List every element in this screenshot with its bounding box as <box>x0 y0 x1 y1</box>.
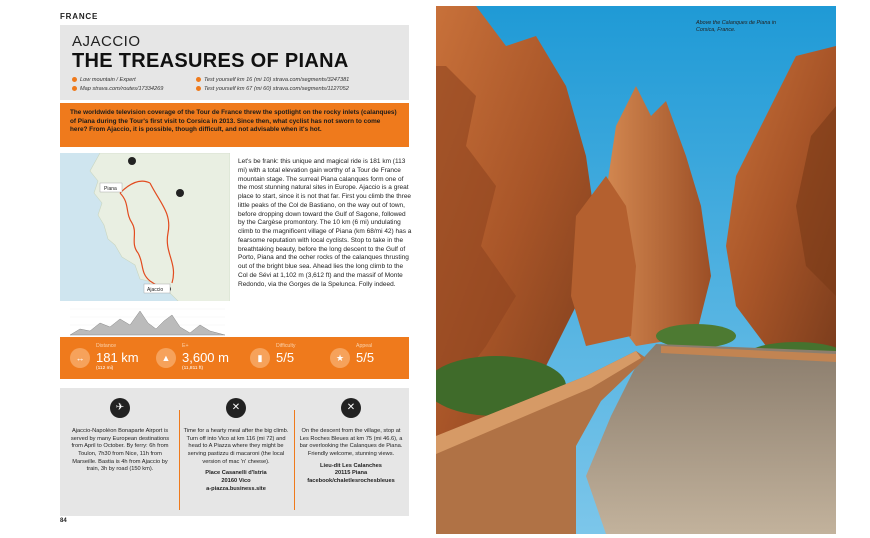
info-restaurant <box>182 398 290 494</box>
whistle-icon: ✈ <box>110 398 130 418</box>
map-label-ajaccio: Ajaccio <box>147 287 164 293</box>
stat-appeal <box>330 337 400 379</box>
difficulty-icon: ▮ <box>250 348 270 368</box>
bar-link[interactable]: facebook/chaletlesrochesbleues <box>307 478 395 485</box>
info-getting-there <box>66 398 174 474</box>
star-icon: ★ <box>330 348 350 368</box>
info-address: Place Casanelli d'Istria 20160 Vico a-piazza.business.site <box>182 470 290 493</box>
bullet-icon <box>72 86 77 91</box>
info-text: Ajaccio-Napoléon Bonaparte Airport is served by many European destinations from April to October. By ferry: 6h from Toulon, 7h30 from Nice, 11h from Marseille. Bastia is 4h from Ajaccio by train, 3h by road (150 km). <box>70 428 170 473</box>
calanques-photo <box>436 6 836 534</box>
stat-sub: (112 mi) <box>96 366 114 371</box>
stat-difficulty <box>250 337 320 379</box>
info-text: On the descent from the village, stop at Les Roches Bleues at km 75 (mi 46.6), a bar overlooking the Calanques de Piana. Friendly welcome, stunning views. <box>299 428 403 458</box>
elevation-icon: ▲ <box>156 348 176 368</box>
meta-segment-1[interactable]: Test yourself km 16 (mi 10) strava.com/segments/3247381 <box>196 77 349 83</box>
stat-sub: (11,811 ft) <box>182 366 204 371</box>
stat-value: 5/5 <box>276 350 295 365</box>
body-text: Let's be frank: this unique and magical ride is 181 km (113 mi) with a total elevation gain worthy of a Tour de France mountain stage. The surreal Piana calanques form one of the most stunning natural sites in Europe. Ajaccio is a great place to start, since it is not that far. First you climb the three little peaks of the Col de Bastiano, on the way out of town, before dropping down toward the Gulf of Sagone, followed by the Cargèse promontory. The 10 km (6 mi) undulating climb to the magnificent village of Piana (km 68/mi 42) has a fearsome reputation with local cyclists. Stop to take in the breathtaking beauty, before the long descent to the Gulf of Porto, Piana and the ocher rocks of the calanques thrusting out of the bright blue sea. Ahead lies the long climb to the Col de Sévi at 1,102 m (3,612 ft) and the massif of Monte Redondo, via the Gorges de la Spelunca. Folly indeed. <box>238 158 412 288</box>
meta-segment-2[interactable]: Test yourself km 67 (mi 60) strava.com/segments/1127052 <box>196 86 349 92</box>
info-text: Time for a hearty meal after the big climb. Turn off into Vico at km 116 (mi 72) and head to A Piazza where they might be serving pastizzu di macaroni (the local version of mac 'n' cheese). <box>183 428 289 465</box>
info-bar <box>297 398 405 486</box>
section-label: FRANCE <box>60 12 99 21</box>
stat-distance <box>70 337 150 379</box>
meta-map-link[interactable]: Map strava.com/routes/17334269 <box>72 86 163 92</box>
title-box <box>60 25 409 100</box>
map-graphic <box>60 153 230 343</box>
meta-difficulty: Low mountain / Expert <box>72 77 136 83</box>
stat-label: Distance <box>96 343 117 349</box>
kicker: AJACCIO <box>72 33 141 50</box>
restaurant-link[interactable]: a-piazza.business.site <box>206 485 266 492</box>
bullet-icon <box>72 77 77 82</box>
cutlery-icon: ✕ <box>341 398 361 418</box>
page-title: THE TREASURES OF PIANA <box>72 50 349 72</box>
map-marker <box>176 189 184 197</box>
map-marker <box>128 157 136 165</box>
info-address: Lieu-dit Les Calanches 20115 Piana facebook/chaletlesrochesbleues <box>297 463 405 486</box>
intro-text: The worldwide television coverage of the Tour de France threw the spotlight on the rocky inlets (calanques) of Piana during the Tour's first visit to Corsica in 2013. Since then, what cyclist has not sworn to come here? From Ajaccio, it is possible, though difficult, and not advisable when it's hot. <box>70 109 397 134</box>
stat-value: 181 km <box>96 350 139 365</box>
stat-elevation <box>156 337 242 379</box>
intro-banner <box>60 103 409 147</box>
left-page <box>38 6 436 534</box>
cutlery-icon: ✕ <box>226 398 246 418</box>
page-number: 84 <box>60 518 67 524</box>
stat-value: 3,600 m <box>182 350 229 365</box>
bullet-icon <box>196 86 201 91</box>
right-page-photo <box>436 6 836 534</box>
route-map <box>60 153 230 343</box>
stat-value: 5/5 <box>356 350 375 365</box>
photo-caption: Above the Calanques de Piana in Corsica, France. <box>696 20 777 34</box>
map-label-piana: Piana <box>104 186 117 192</box>
stats-bar <box>60 337 409 379</box>
divider <box>179 410 180 510</box>
divider <box>294 410 295 510</box>
distance-icon: ↔ <box>70 348 90 368</box>
bullet-icon <box>196 77 201 82</box>
stat-label: E+ <box>182 343 189 349</box>
stat-label: Difficulty <box>276 343 296 349</box>
magazine-spread <box>38 6 836 534</box>
info-box <box>60 388 409 516</box>
stat-label: Appeal <box>356 343 373 349</box>
